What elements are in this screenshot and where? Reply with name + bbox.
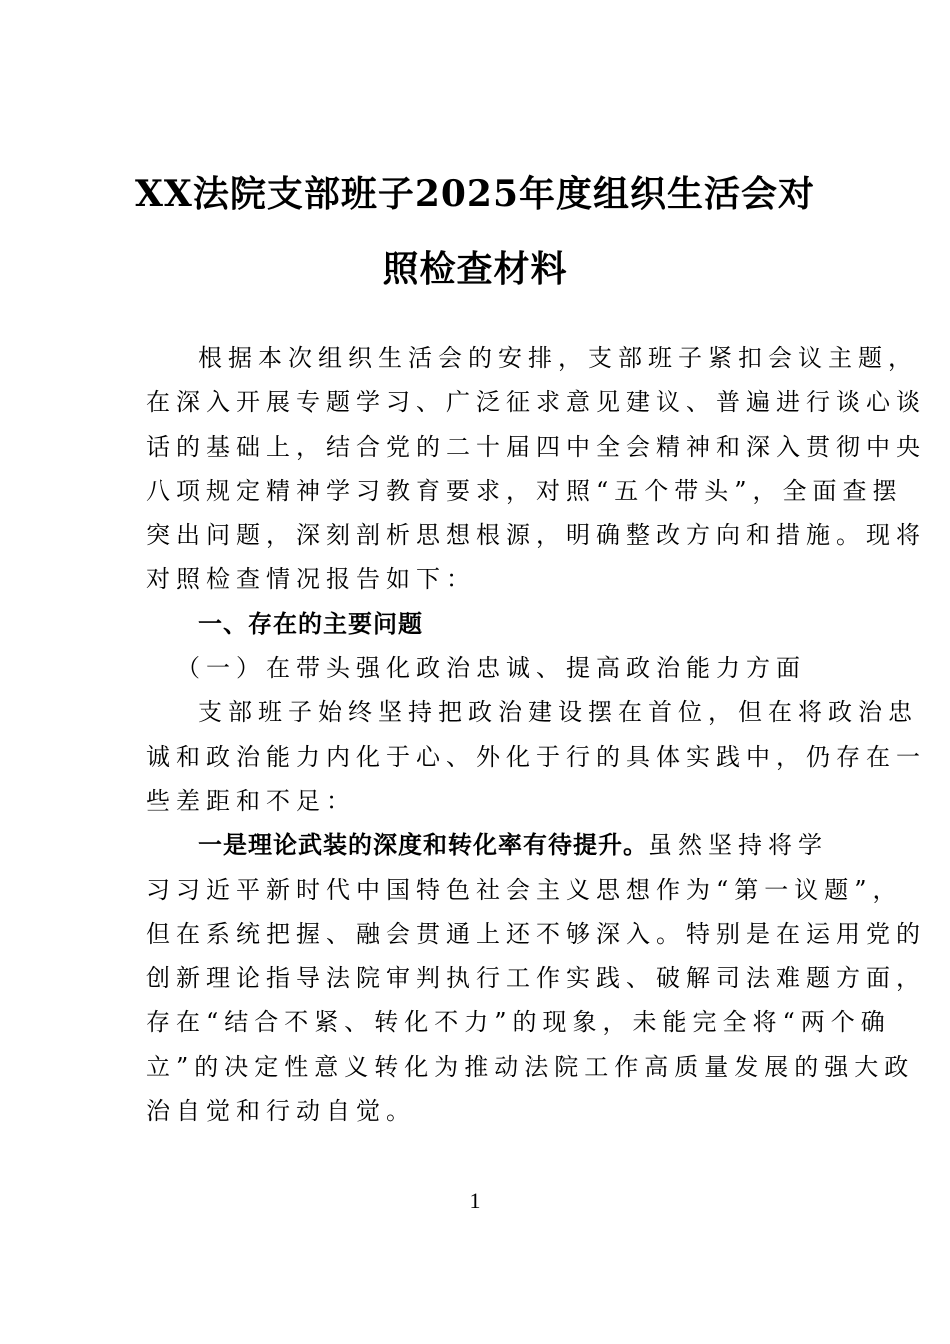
intro-line: 八项规定精神学习教育要求，对照“五个带头”，全面查摆 bbox=[146, 476, 903, 505]
paragraph-line: 创新理论指导法院审判执行工作实践、破解司法难题方面， bbox=[146, 964, 926, 993]
intro-line: 根据本次组织生活会的安排，支部班子紧扣会议主题， bbox=[198, 344, 918, 372]
paragraph-line: 立”的决定性意义转化为推动法院工作高质量发展的强大政 bbox=[146, 1052, 915, 1081]
paragraph-line: 支部班子始终坚持把政治建设摆在首位，但在将政治忠 bbox=[198, 698, 918, 727]
intro-line: 突出问题，深刻剖析思想根源，明确整改方向和措施。现将 bbox=[146, 521, 926, 550]
paragraph-line: 存在“结合不紧、转化不力”的现象，未能完全将“两个确 bbox=[146, 1008, 891, 1037]
paragraph-text: 虽然坚持将学 bbox=[648, 831, 828, 860]
paragraph-line: 诚和政治能力内化于心、外化于行的具体实践中，仍存在一 bbox=[146, 742, 926, 771]
paragraph-line: 习习近平新时代中国特色社会主义思想作为“第一议题”， bbox=[146, 875, 903, 904]
bold-lead: 一是理论武装的深度和转化率有待提升。 bbox=[198, 830, 648, 860]
page-number: 1 bbox=[469, 1188, 481, 1213]
document-title-line-2: 照检查材料 bbox=[382, 248, 568, 290]
intro-line: 对照检查情况报告如下： bbox=[146, 565, 476, 594]
paragraph-line: 治自觉和行动自觉。 bbox=[146, 1097, 416, 1126]
intro-line: 在深入开展专题学习、广泛征求意见建议、普遍进行谈心谈 bbox=[146, 388, 926, 417]
section-heading: 一、存在的主要问题 bbox=[198, 608, 423, 638]
subsection-heading: （一）在带头强化政治忠诚、提高政治能力方面 bbox=[176, 654, 806, 683]
paragraph-line: 些差距和不足： bbox=[146, 786, 356, 815]
paragraph-line bbox=[146, 823, 828, 867]
document-title-line-1: XX法院支部班子2025年度组织生活会对 bbox=[134, 173, 816, 215]
intro-line: 话的基础上，结合党的二十届四中全会精神和深入贯彻中央 bbox=[146, 432, 926, 461]
document-body bbox=[146, 336, 926, 1133]
paragraph-line: 但在系统把握、融会贯通上还不够深入。特别是在运用党的 bbox=[146, 919, 926, 948]
